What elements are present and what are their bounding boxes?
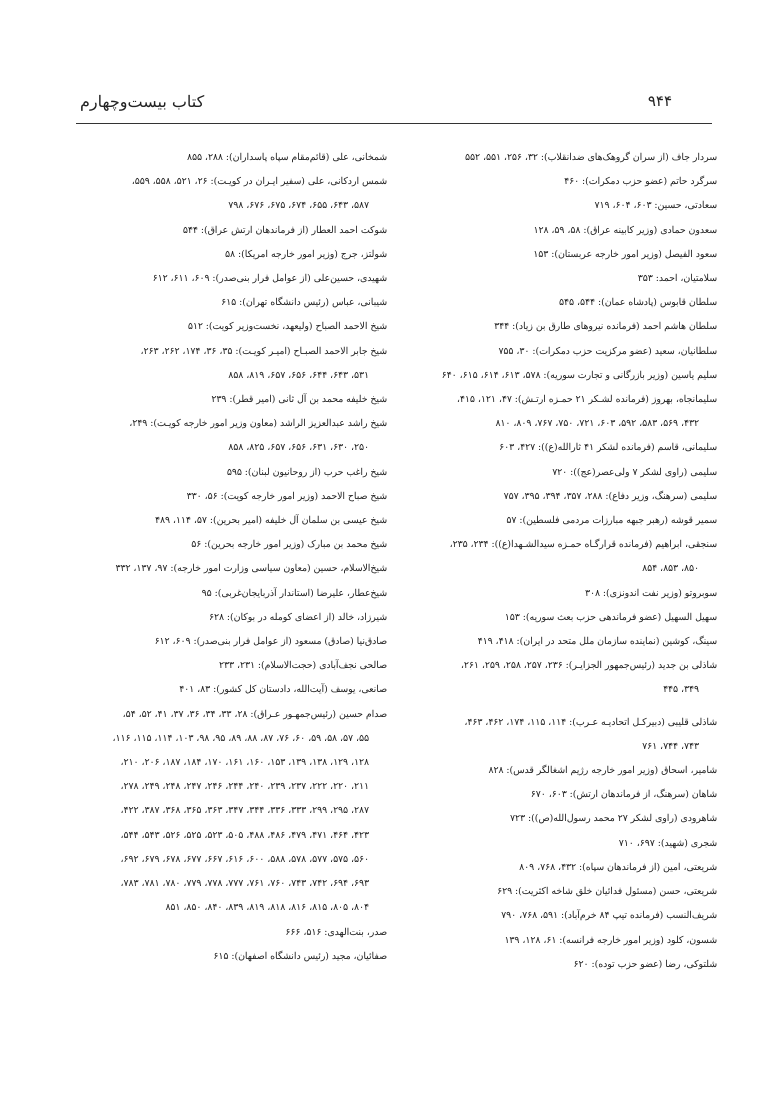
page-number: ۹۴۴	[647, 92, 672, 110]
index-entry-continuation: ۵۳۱، ۶۴۳، ۶۴۴، ۶۵۶، ۶۵۷، ۸۱۹، ۸۵۸	[228, 369, 369, 381]
index-entry: شیخ خلیفه محمد بن آل ثانی (امیر قطر): ۲۳۹	[211, 394, 387, 406]
index-entry-continuation: ۵۶۰، ۵۷۵، ۵۷۷، ۵۷۸، ۵۸۸، ۶۰۰، ۶۱۶، ۶۶۷، ۶۷۷، ۶۷۸، ۶۷۹، ۶۹۲،	[120, 853, 369, 865]
index-entry: سعدون حمادی (وزیر کابینه عراق): ۵۸، ۵۹، ۱۲۸	[533, 224, 717, 236]
index-entry-continuation: ۲۱۱، ۲۲۰، ۲۲۲، ۲۳۷، ۲۳۹، ۲۴۰، ۲۴۴، ۲۴۶، ۲۴۷، ۲۴۸، ۲۴۹، ۲۷۸،	[120, 781, 369, 793]
index-entry: شریف‌النسب (فرمانده تیپ ۸۴ خرم‌آباد): ۵۹۱، ۷۶۸، ۷۹۰	[501, 910, 717, 922]
index-entry: شولتز، جرج (وزیر امور خارجه امریکا): ۵۸	[225, 248, 387, 260]
index-column-right	[395, 146, 717, 977]
index-entry: سعود الفیصل (وزیر امور خارجه عربستان): ۱۵۳	[533, 248, 717, 260]
index-entry: سلیمی (راوی لشکر ۷ ولی‌عصر(عج)): ۷۲۰	[552, 466, 717, 478]
index-entry: سلیمی (سرهنگ، وزیر دفاع): ۲۸۸، ۳۵۷، ۳۹۴، ۳۹۵، ۷۵۷	[503, 490, 717, 502]
header-rule	[76, 123, 712, 124]
index-entry: شجری (شهید): ۶۹۷، ۷۱۰	[618, 837, 717, 849]
index-entry: سلیم یاسین (وزیر بازرگانی و تجارت سوریه): ۵۷۸، ۶۱۳، ۶۱۴، ۶۱۵، ۶۴۰	[441, 369, 717, 381]
running-header-title: کتاب بیست‌وچهارم	[80, 92, 205, 111]
index-entry: سلطان هاشم احمد (فرمانده نیروهای طارق بن زیاد): ۳۴۴	[494, 321, 717, 333]
index-entry: سلیمانی، قاسم (فرمانده لشکر ۴۱ ثارالله(ع)): ۴۲۷، ۶۰۳	[499, 442, 717, 454]
index-entry: سلطان قابوس (پادشاه عمان): ۵۴۴، ۵۴۵	[559, 297, 717, 309]
index-entry: شریعتی، امین (از فرماندهان سپاه): ۴۳۲، ۷۶۸، ۸۰۹	[519, 861, 717, 873]
index-entry: سلطانیان، سعید (عضو مرکزیت حزب دمکرات): ۳۰، ۷۵۵	[498, 345, 717, 357]
index-entry-continuation: ۶۹۳، ۶۹۴، ۷۴۲، ۷۴۳، ۷۶۰، ۷۶۱، ۷۷۷، ۷۷۸، ۷۷۹، ۷۸۰، ۷۸۱، ۷۸۳،	[120, 878, 369, 890]
index-entry: شیخ عیسی بن سلمان آل خلیفه (امیر بحرین): ۵۷، ۱۱۴، ۴۸۹	[154, 515, 387, 527]
index-entry: سهیل السهیل (عضو فرماندهی حزب بعث سوریه): ۱۵۳	[504, 611, 717, 623]
index-entry: شهیدی، حسین‌علی (از عوامل فرار بنی‌صدر): ۶۰۹، ۶۱۱، ۶۱۲	[152, 273, 387, 285]
index-entry-continuation: ۲۸۷، ۲۹۵، ۲۹۹، ۳۳۳، ۳۳۶، ۳۴۴، ۳۴۷، ۳۶۳، ۳۶۵، ۳۶۸، ۳۸۷، ۴۲۲،	[120, 805, 369, 817]
index-entry: سنجقی، ابراهیم (فرمانده قرارگـاه حمـزه سیدالشـهدا(ع)): ۲۳۴، ۲۳۵،	[449, 539, 717, 551]
index-entry: سعادتی، حسین: ۶۰۳، ۶۰۴، ۷۱۹	[594, 200, 717, 212]
index-entry: صفائیان، مجید (رئیس دانشگاه اصفهان): ۶۱۵	[213, 950, 387, 962]
index-entry-continuation: ۲۵۰، ۶۳۰، ۶۳۱، ۶۵۶، ۶۵۷، ۸۲۵، ۸۵۸	[228, 442, 369, 454]
index-entry: شیخ محمد بن مبارک (وزیر امور خارجه بحرین): ۵۶	[191, 539, 387, 551]
index-entry: شلتوکی، رضا (عضو حزب توده): ۶۲۰	[573, 958, 717, 970]
index-entry: شمخانی، علی (قائم‌مقام سپاه پاسداران): ۲۸۸، ۸۵۵	[186, 152, 387, 163]
index-entry: صانعی، یوسف (آیت‌الله، دادستان کل کشور): ۸۳، ۴۰۱	[179, 684, 387, 696]
index-entry: شیبانی، عباس (رئیس دانشگاه تهران): ۶۱۵	[221, 297, 387, 309]
index-entry: شریعتی، حسن (مسئول فدائیان خلق شاخه اکثریت): ۶۲۹	[497, 886, 717, 898]
index-entry: شاهرودی (راوی لشکر ۲۷ محمد رسول‌الله(ص)): ۷۲۳	[510, 813, 717, 825]
index-entry: شیخ راشد عبدالعزیز الراشد (معاون وزیر امور خارجه کویـت): ۲۴۹،	[129, 418, 387, 430]
index-entry: سوبروتو (وزیر نفت اندونزی): ۳۰۸	[584, 587, 717, 599]
index-entry: شیخ صباح الاحمد (وزیر امور خارجه کویت): ۵۶، ۳۳۰	[186, 490, 387, 502]
index-entry: شاهان (سرهنگ، از فرماندهان ارتش): ۶۰۳، ۶۷۰	[530, 789, 717, 801]
index-entry: شیخ راغب حرب (از روحانیون لبنان): ۵۹۵	[226, 466, 387, 478]
index-entry: سرگرد حاتم (عضو حزب دمکرات): ۴۶۰	[564, 176, 717, 188]
index-entry: شیخ جابر الاحمد الصبـاح (امیـر کویـت): ۳۵، ۳۶، ۱۷۴، ۲۶۲، ۲۶۳،	[140, 345, 387, 357]
index-entry-continuation: ۵۸۷، ۶۴۳، ۶۵۵، ۶۷۴، ۶۷۵، ۶۷۶، ۷۹۸	[228, 200, 369, 212]
index-entry: شمس اردکانی، علی (سفیر ایـران در کویـت): ۲۶، ۵۲۱، ۵۵۸، ۵۵۹،	[131, 176, 387, 188]
index-entry: سلامتیان، احمد: ۳۵۳	[637, 273, 717, 285]
index-entry-continuation: ۷۴۳، ۷۴۴، ۷۶۱	[642, 740, 699, 752]
index-entry: شوکت احمد العطار (از فرماندهان ارتش عراق): ۵۴۴	[182, 224, 387, 236]
index-column-left	[65, 146, 387, 969]
index-entry: صدام حسین (رئیس‌جمهـور عـراق): ۲۸، ۳۳، ۳۴، ۳۶، ۳۷، ۴۱، ۵۲، ۵۴،	[122, 708, 387, 720]
index-entry-continuation: ۱۲۸، ۱۲۹، ۱۳۸، ۱۳۹، ۱۵۳، ۱۶۰، ۱۶۱، ۱۷۰، ۱۸۴، ۱۸۷، ۲۰۶، ۲۱۰،	[120, 757, 369, 769]
index-entry: شیخ الاحمد الصباح (ولیعهد، نخست‌وزیر کویت): ۵۱۲	[187, 321, 387, 333]
index-entry: شاذلی قلیبی (دبیرکـل اتحادیـه عـرب): ۱۱۴، ۱۱۵، ۱۷۴، ۴۶۲، ۴۶۳،	[464, 716, 717, 728]
index-entry: شیرزاد، خالد (از اعضای کومله در بوکان): ۶۲۸	[208, 611, 387, 623]
index-entry-continuation: ۸۰۴، ۸۰۵، ۸۱۵، ۸۱۶، ۸۱۸، ۸۱۹، ۸۳۹، ۸۴۰، ۸۵۰، ۸۵۱	[165, 902, 369, 914]
index-entry: شسون، کلود (وزیر امور خارجه فرانسه): ۶۱، ۱۲۸، ۱۳۹	[504, 934, 717, 946]
index-entry: سینگ، کوشین (نماینده سازمان ملل متحد در ایران): ۴۱۸، ۴۱۹	[477, 636, 717, 648]
index-entry: سردار جاف (از سران گروهک‌های ضدانقلاب): ۳۲، ۲۵۶، ۵۵۱، ۵۵۲	[465, 152, 717, 163]
index-entry-continuation: ۵۵، ۵۷، ۵۸، ۵۹، ۶۰، ۷۶، ۸۷، ۸۸، ۸۹، ۹۵، ۹۸، ۱۰۳، ۱۱۴، ۱۱۵، ۱۱۶،	[112, 732, 369, 744]
index-entry: شیخ‌الاسلام، حسین (معاون سیاسی وزارت امور خارجه): ۹۷، ۱۳۷، ۳۳۲	[115, 563, 387, 575]
index-entry-continuation: ۴۲۳، ۴۶۴، ۴۷۱، ۴۷۹، ۴۸۶، ۴۸۸، ۵۰۵، ۵۲۳، ۵۲۵، ۵۲۶، ۵۴۳، ۵۴۴،	[120, 829, 369, 841]
index-entry: شیخ‌عطار، علیرضا (استاندار آذربایجان‌غربی): ۹۵	[201, 587, 387, 599]
index-entry-continuation: ۳۴۹، ۴۴۵	[663, 684, 699, 696]
index-entry: شاذلی بن جدید (رئیس‌جمهور الجزایـر): ۲۳۶، ۲۵۷، ۲۵۸، ۲۵۹، ۲۶۱،	[460, 660, 717, 672]
index-entry: صالحی نجف‌آبادی (حجت‌الاسلام): ۲۳۱، ۲۳۳	[219, 660, 387, 672]
index-entry: شامیر، اسحاق (وزیر امور خارجه رژیم اشغالگر قدس): ۸۲۸	[488, 765, 717, 777]
index-entry-continuation: ۴۳۲، ۵۶۹، ۵۸۳، ۵۹۲، ۶۰۳، ۷۲۱، ۷۵۰، ۷۶۷، ۸۰۹، ۸۱۰	[495, 418, 699, 430]
index-entry: صادق‌نیا (صادق) مسعود (از عوامل فرار بنی‌صدر): ۶۰۹، ۶۱۲	[154, 636, 387, 648]
index-entry-continuation: ۸۵۰، ۸۵۳، ۸۵۴	[642, 563, 699, 575]
index-entry: سلیمانجاه، بهروز (فرمانده لشـکر ۲۱ حمـزه ارتـش): ۴۷، ۱۲۱، ۴۱۵،	[456, 394, 717, 406]
index-entry: سمیر قوشه (رهبر جبهه مبارزات مردمی فلسطین): ۵۷	[506, 515, 717, 527]
index-entry: صدر، بنت‌الهدی: ۵۱۶، ۶۶۶	[285, 926, 387, 938]
